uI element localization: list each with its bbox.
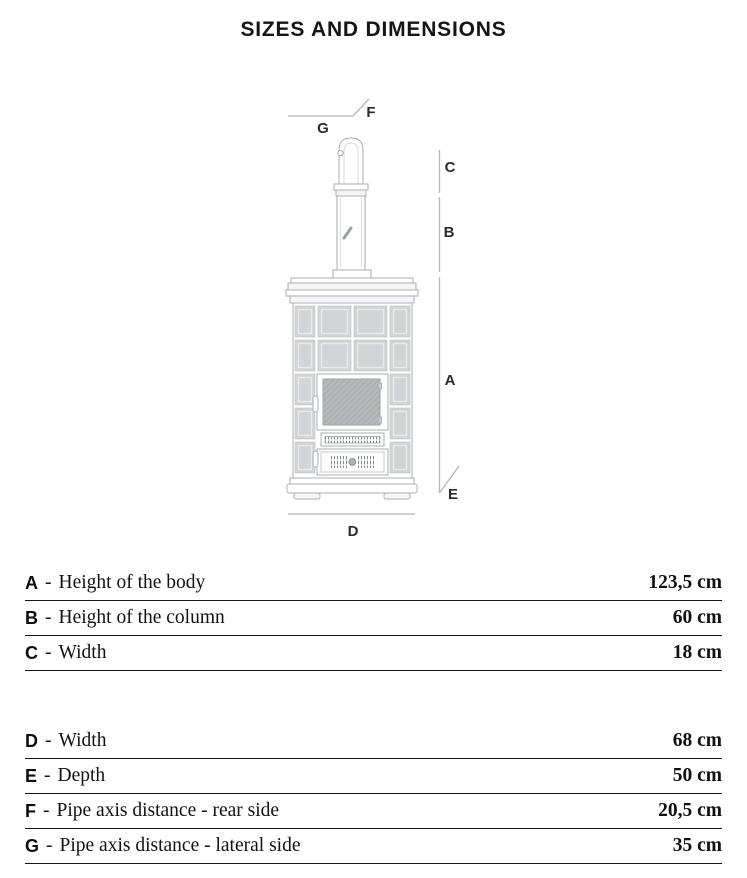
dimension-row-a <box>25 566 722 601</box>
dimension-label: Height of the column <box>58 607 225 628</box>
dimension-value: 50 cm <box>672 765 722 786</box>
dimension-label: Width <box>58 730 107 751</box>
dimension-letter: D <box>25 730 38 751</box>
dimension-label: Pipe axis distance - lateral side <box>59 835 301 856</box>
dimension-value: 123,5 cm <box>648 572 722 593</box>
dimensions-table-group-1 <box>25 566 722 671</box>
dimension-separator: - <box>45 607 52 628</box>
dim-label-c: C <box>444 159 456 176</box>
dim-label-f: F <box>366 104 376 121</box>
dimension-row-c <box>25 636 722 671</box>
stove-pipe <box>333 138 371 278</box>
stove-ash-panel <box>313 449 388 475</box>
dimensions-table-group-2 <box>25 724 722 864</box>
dimension-value: 18 cm <box>672 642 722 663</box>
dim-label-d: D <box>347 523 359 540</box>
dim-label-b: B <box>443 224 455 241</box>
dimension-letter: F <box>25 800 36 821</box>
dimension-separator: - <box>43 800 50 821</box>
dimension-label: Depth <box>57 765 106 786</box>
dim-label-a: A <box>444 372 456 389</box>
dimension-row-e <box>25 759 722 794</box>
dimension-letter: B <box>25 607 38 628</box>
stove-crown <box>286 278 418 303</box>
dimension-row-g <box>25 829 722 864</box>
dimension-letter: C <box>25 642 38 663</box>
dimension-label: Pipe axis distance - rear side <box>56 800 280 821</box>
dimension-separator: - <box>45 642 52 663</box>
dimension-separator: - <box>46 835 53 856</box>
dimension-value: 35 cm <box>672 835 722 856</box>
dimension-row-d <box>25 724 722 759</box>
dim-label-e: E <box>447 486 459 503</box>
dimension-row-b <box>25 601 722 636</box>
stove-base <box>287 478 417 499</box>
stove-illustration <box>286 138 418 499</box>
dimension-letter: E <box>25 765 38 786</box>
dimension-row-f <box>25 794 722 829</box>
stove-fire-door <box>313 374 388 430</box>
dimension-letter: G <box>25 835 40 856</box>
dimension-value: 60 cm <box>672 607 722 628</box>
dimension-label: Width <box>58 642 107 663</box>
dimension-letter: A <box>25 572 38 593</box>
dimension-value: 68 cm <box>672 730 722 751</box>
dimension-label: Height of the body <box>58 572 206 593</box>
page-title: SIZES AND DIMENSIONS <box>240 18 507 41</box>
dimension-separator: - <box>45 730 52 751</box>
dimension-value: 20,5 cm <box>658 800 722 821</box>
stove-grille <box>321 433 384 446</box>
dimension-separator: - <box>45 572 52 593</box>
dimension-separator: - <box>44 765 51 786</box>
dim-label-g: G <box>317 120 329 137</box>
